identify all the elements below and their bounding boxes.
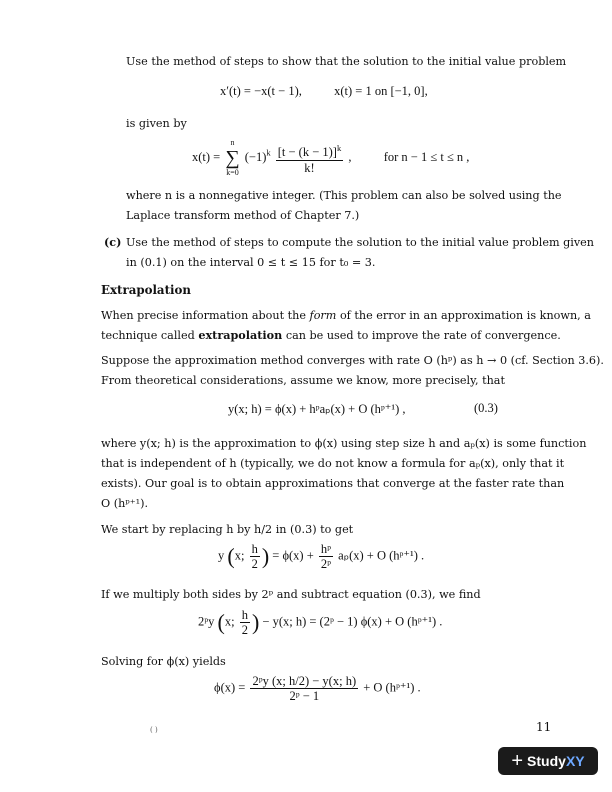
eq5-fraction (240, 608, 250, 637)
eq4-y: y (218, 548, 225, 563)
solution-numerator: [t − (k − 1)] (277, 145, 337, 160)
summation-symbol: n ∑ k=0 (225, 138, 240, 177)
p3-line-4: O (hᵖ⁺¹). (101, 497, 149, 510)
plus-icon: + (511, 749, 524, 772)
p1-strong: extrapolation (198, 328, 283, 342)
eq4-fraction (250, 542, 260, 571)
margin-mark: ( ) (150, 726, 158, 734)
solution-condition: for n − 1 ≤ t ≤ n , (383, 149, 470, 164)
delay-equation-left: x′(t) = −x(t − 1), (220, 84, 302, 98)
p3-line-2: that is independent of h (typically, we do not know a formula for aₚ(x), only that it (101, 457, 565, 470)
intro-line-4: Laplace transform method of Chapter 7.) (126, 209, 360, 222)
p1-text-b: of the error in an approximation is known, a (336, 309, 591, 322)
eq4-middle: = ϕ(x) + (272, 548, 314, 563)
solution-term: (−1) (244, 149, 267, 164)
solution-lhs: x(t) = (192, 149, 221, 164)
intro-line-3: where n is a nonnegative integer. (This problem can also be solved using the (126, 189, 562, 202)
eq4-frac-num: h (251, 542, 258, 556)
p1-line-1 (101, 306, 591, 325)
p1-text-c: technique called (101, 329, 199, 342)
p1-emphasis: form (309, 309, 337, 322)
solution-term-exponent: k (266, 147, 271, 158)
equation-0-3: y(x; h) = ϕ(x) + hᵖaₚ(x) + O (hᵖ⁺¹) , (228, 402, 406, 416)
eq5-frac-den: 2 (241, 623, 248, 637)
eq4-frac2-num: hᵖ (320, 542, 332, 556)
solution-fraction (276, 141, 343, 174)
page-number: 11 (536, 720, 552, 734)
solution-formula: x(t) = n ∑ k=0 $(-1)^k$ $\frac{[t - (k - 1)]^k}{k!}$ , for n − 1 ≤ t ≤ n , (192, 138, 470, 177)
brand-study: Study (527, 753, 566, 769)
solution-numerator-exponent: k (336, 143, 342, 154)
p5: If we multiply both sides by 2ᵖ and subtract equation (0.3), we find (101, 588, 481, 601)
equation-solved (214, 674, 421, 703)
part-c-line-2: in (0.1) on the interval 0 ≤ t ≤ 15 for t₀ = 3. (126, 256, 376, 269)
p3-line-3: exists). Our goal is to obtain approximations that converge at the faster rate than (101, 477, 565, 490)
p1-text-d: can be used to improve the rate of convergence. (282, 329, 561, 342)
sum-upper-limit: n (230, 138, 235, 147)
eq4-frac-den: 2 (251, 557, 258, 571)
delay-equation (220, 84, 428, 99)
part-c-label: (c) (104, 235, 122, 249)
delay-equation-right: x(t) = 1 on [−1, 0], (334, 84, 428, 98)
eq4-tail: aₚ(x) + O (hᵖ⁺¹) . (338, 548, 425, 563)
p1-text-a: When precise information about the (101, 309, 310, 322)
solution-denominator: k! (304, 160, 315, 175)
section-heading: Extrapolation (101, 283, 191, 297)
eq5-inner: x; (224, 614, 235, 629)
studyxy-badge[interactable] (498, 747, 598, 775)
eq6-numerator: 2ᵖy (x; h/2) − y(x; h) (252, 674, 357, 688)
equation-number: (0.3) (474, 401, 498, 415)
eq5-lead: 2ᵖy (198, 614, 215, 629)
p2-line-1: Suppose the approximation method converges with rate O (hᵖ) as h → 0 (cf. Section 3.6). (101, 354, 604, 367)
eq6-rhs: + O (hᵖ⁺¹) . (363, 680, 421, 695)
p3-line-1: where y(x; h) is the approximation to ϕ(x) using step size h and aₚ(x) is some function (101, 437, 587, 450)
eq4-inner: x; (234, 548, 245, 563)
part-c-line-1: Use the method of steps to compute the solution to the initial value problem given (126, 236, 595, 249)
eq6-denominator: 2ᵖ − 1 (289, 689, 320, 703)
equation-subtracted: 2ᵖy (x; $\frac{h}{2}$ ) − y(x; h) = (2ᵖ − 1) ϕ(x) + O (hᵖ⁺¹) . (198, 608, 443, 637)
sum-lower-limit: k=0 (226, 168, 239, 177)
intro-line-2: is given by (126, 117, 187, 130)
p4: We start by replacing h by h/2 in (0.3) to get (101, 523, 354, 536)
eq6-lhs: ϕ(x) = (214, 680, 246, 695)
eq5-tail: − y(x; h) = (2ᵖ − 1) ϕ(x) + O (hᵖ⁺¹) . (262, 614, 443, 629)
p6: Solving for ϕ(x) yields (101, 655, 226, 668)
eq4-fraction-2 (319, 542, 333, 571)
eq5-frac-num: h (241, 608, 248, 622)
eq4-frac2-den: 2ᵖ (320, 557, 332, 571)
brand-xy: XY (565, 753, 585, 769)
equation-half-step: y (x; $\frac{h}{2}$ ) = ϕ(x) + $\frac{\text{hᵖ}}{\text{2ᵖ}}$ aₚ(x) + O (hᵖ⁺¹) . (218, 542, 425, 571)
p1-line-2 (101, 326, 561, 345)
p2-line-2: From theoretical considerations, assume we know, more precisely, that (101, 374, 505, 387)
intro-line-1: Use the method of steps to show that the solution to the initial value problem (126, 55, 567, 68)
eq6-fraction (250, 674, 358, 703)
